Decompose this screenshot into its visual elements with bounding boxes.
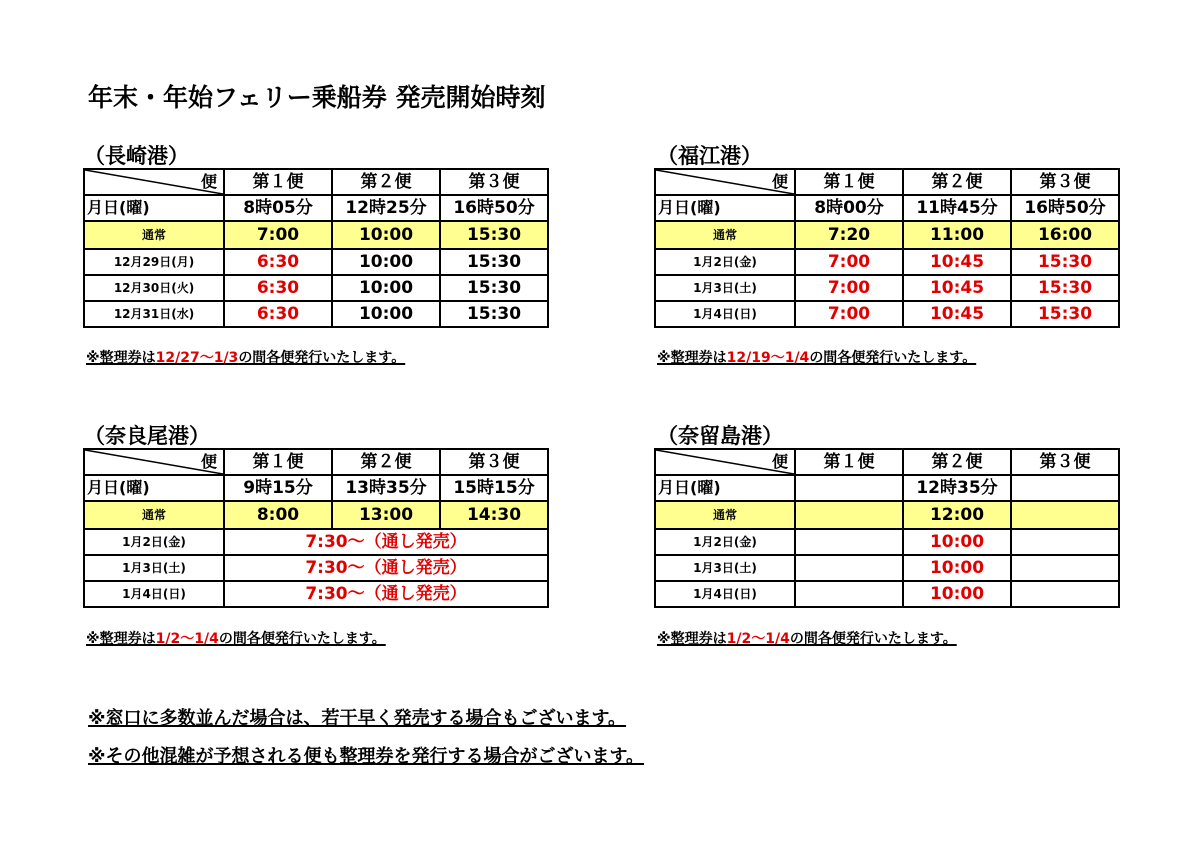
sale-time: 15:30 <box>440 275 548 301</box>
header-corner <box>655 449 795 475</box>
table-row <box>84 529 548 555</box>
header-third-bin: 第３便 <box>1011 169 1119 195</box>
note-text: ※整理券は <box>657 631 727 647</box>
table-row <box>84 581 548 607</box>
header-date-label: 月日(曜) <box>84 195 224 221</box>
header-corner <box>84 169 224 195</box>
table-row <box>84 275 548 301</box>
note-range: 12/27～1/3 <box>155 350 239 366</box>
date-cell: 1月4日(日) <box>655 301 795 327</box>
normal-row <box>84 501 548 529</box>
footer-note-crowded-bins: ※その他混雑が予想される便も整理券を発行する場合がございます。 <box>88 746 645 767</box>
sale-time <box>795 581 903 607</box>
sale-time: 10:45 <box>903 275 1011 301</box>
header-date-label: 月日(曜) <box>655 195 795 221</box>
header-third-bin: 第３便 <box>440 169 548 195</box>
sale-time: 7:00 <box>795 301 903 327</box>
departure-time: 16時50分 <box>1011 195 1119 221</box>
sale-time <box>1011 501 1119 529</box>
normal-label: 通常 <box>84 221 224 249</box>
note-text: の間各便発行いたします。 <box>809 350 977 366</box>
sale-time: 14:30 <box>440 501 548 529</box>
header-bin-label: 便 <box>771 452 788 471</box>
header-second-bin: 第２便 <box>903 169 1011 195</box>
departure-time: 8時00分 <box>795 195 903 221</box>
date-cell: 12月31日(水) <box>84 301 224 327</box>
header-third-bin: 第３便 <box>440 449 548 475</box>
sale-time: 16:00 <box>1011 221 1119 249</box>
sale-time <box>795 529 903 555</box>
ticket-note-narushima <box>657 628 967 648</box>
sale-time: 10:00 <box>332 249 440 275</box>
sale-time <box>795 555 903 581</box>
ticket-note-nagasaki <box>86 347 415 367</box>
header-bin-label: 便 <box>200 452 217 471</box>
note-text: ※整理券は <box>657 350 727 366</box>
sale-time: 7:00 <box>795 249 903 275</box>
date-cell: 12月29日(月) <box>84 249 224 275</box>
sale-time: 10:00 <box>903 529 1011 555</box>
normal-row <box>655 221 1119 249</box>
schedule-table-narao <box>83 448 549 608</box>
sale-time: 15:30 <box>440 249 548 275</box>
sale-time: 6:30 <box>224 275 332 301</box>
date-cell: 1月2日(金) <box>655 249 795 275</box>
note-range: 1/2～1/4 <box>726 631 790 647</box>
table-row <box>655 275 1119 301</box>
ticket-note-narao <box>86 628 396 648</box>
table-row <box>655 249 1119 275</box>
sale-time: 10:45 <box>903 249 1011 275</box>
sale-time: 10:00 <box>332 275 440 301</box>
sale-time: 15:30 <box>1011 275 1119 301</box>
sale-time: 7:20 <box>795 221 903 249</box>
date-cell: 12月30日(火) <box>84 275 224 301</box>
date-cell: 1月4日(日) <box>84 581 224 607</box>
page-title: 年末・年始フェリー乗船券 発売開始時刻 <box>88 83 546 112</box>
departure-time: 11時45分 <box>903 195 1011 221</box>
header-bin-label: 便 <box>200 172 217 191</box>
schedule-table-nagasaki <box>83 168 549 328</box>
note-text: ※整理券は <box>86 350 156 366</box>
date-cell: 1月2日(金) <box>84 529 224 555</box>
table-row <box>655 581 1119 607</box>
note-text: の間各便発行いたします。 <box>218 631 386 647</box>
header-third-bin: 第３便 <box>1011 449 1119 475</box>
normal-row <box>84 221 548 249</box>
sale-time <box>1011 555 1119 581</box>
sale-time: 11:00 <box>903 221 1011 249</box>
header-corner <box>655 169 795 195</box>
sale-time: 10:00 <box>332 221 440 249</box>
sale-time: 15:30 <box>1011 249 1119 275</box>
date-cell: 1月3日(土) <box>655 275 795 301</box>
header-first-bin: 第１便 <box>224 169 332 195</box>
departure-time: 16時50分 <box>440 195 548 221</box>
normal-row <box>655 501 1119 529</box>
departure-time: 9時15分 <box>224 475 332 501</box>
departure-time: 15時15分 <box>440 475 548 501</box>
sale-time: 12:00 <box>903 501 1011 529</box>
header-first-bin: 第１便 <box>795 169 903 195</box>
schedule-table-narushima <box>654 448 1120 608</box>
port-title-fukue: （福江港） <box>657 144 762 168</box>
sale-time: 15:30 <box>440 301 548 327</box>
sale-time <box>1011 581 1119 607</box>
sale-time <box>1011 529 1119 555</box>
sale-time: 6:30 <box>224 249 332 275</box>
header-second-bin: 第２便 <box>903 449 1011 475</box>
note-range: 12/19～1/4 <box>726 350 810 366</box>
schedule-table-fukue <box>654 168 1120 328</box>
departure-time <box>1011 475 1119 501</box>
header-date-label: 月日(曜) <box>84 475 224 501</box>
through-sale-cell: 7:30～（通し発売） <box>224 555 548 581</box>
through-sale-cell: 7:30～（通し発売） <box>224 581 548 607</box>
date-cell: 1月2日(金) <box>655 529 795 555</box>
note-range: 1/2～1/4 <box>155 631 219 647</box>
header-bin-label: 便 <box>771 172 788 191</box>
port-title-narushima: （奈留島港） <box>657 424 783 448</box>
departure-time: 12時25分 <box>332 195 440 221</box>
through-sale-cell: 7:30～（通し発売） <box>224 529 548 555</box>
date-cell: 1月3日(土) <box>84 555 224 581</box>
sale-time: 7:00 <box>224 221 332 249</box>
table-row <box>84 301 548 327</box>
table-row <box>655 529 1119 555</box>
date-cell: 1月3日(土) <box>655 555 795 581</box>
port-title-nagasaki: （長崎港） <box>84 144 189 168</box>
departure-time: 12時35分 <box>903 475 1011 501</box>
note-text: の間各便発行いたします。 <box>238 350 406 366</box>
sale-time: 10:45 <box>903 301 1011 327</box>
header-second-bin: 第２便 <box>332 449 440 475</box>
table-row <box>655 301 1119 327</box>
sale-time: 13:00 <box>332 501 440 529</box>
sale-time: 10:00 <box>903 581 1011 607</box>
sale-time: 8:00 <box>224 501 332 529</box>
sale-time: 10:00 <box>903 555 1011 581</box>
normal-label: 通常 <box>84 501 224 529</box>
departure-time: 8時05分 <box>224 195 332 221</box>
sale-time: 6:30 <box>224 301 332 327</box>
departure-time <box>795 475 903 501</box>
header-first-bin: 第１便 <box>224 449 332 475</box>
sale-time: 7:00 <box>795 275 903 301</box>
table-row <box>84 249 548 275</box>
header-corner <box>84 449 224 475</box>
port-title-narao: （奈良尾港） <box>84 424 210 448</box>
date-cell: 1月4日(日) <box>655 581 795 607</box>
note-text: ※整理券は <box>86 631 156 647</box>
sale-time: 15:30 <box>1011 301 1119 327</box>
sale-time: 10:00 <box>332 301 440 327</box>
header-first-bin: 第１便 <box>795 449 903 475</box>
sale-time: 15:30 <box>440 221 548 249</box>
header-date-label: 月日(曜) <box>655 475 795 501</box>
table-row <box>84 555 548 581</box>
header-second-bin: 第２便 <box>332 169 440 195</box>
footer-note-early-sale: ※窓口に多数並んだ場合は、若干早く発売する場合もございます。 <box>88 708 627 729</box>
departure-time: 13時35分 <box>332 475 440 501</box>
table-row <box>655 555 1119 581</box>
ticket-note-fukue <box>657 347 986 367</box>
note-text: の間各便発行いたします。 <box>789 631 957 647</box>
normal-label: 通常 <box>655 501 795 529</box>
normal-label: 通常 <box>655 221 795 249</box>
sale-time <box>795 501 903 529</box>
